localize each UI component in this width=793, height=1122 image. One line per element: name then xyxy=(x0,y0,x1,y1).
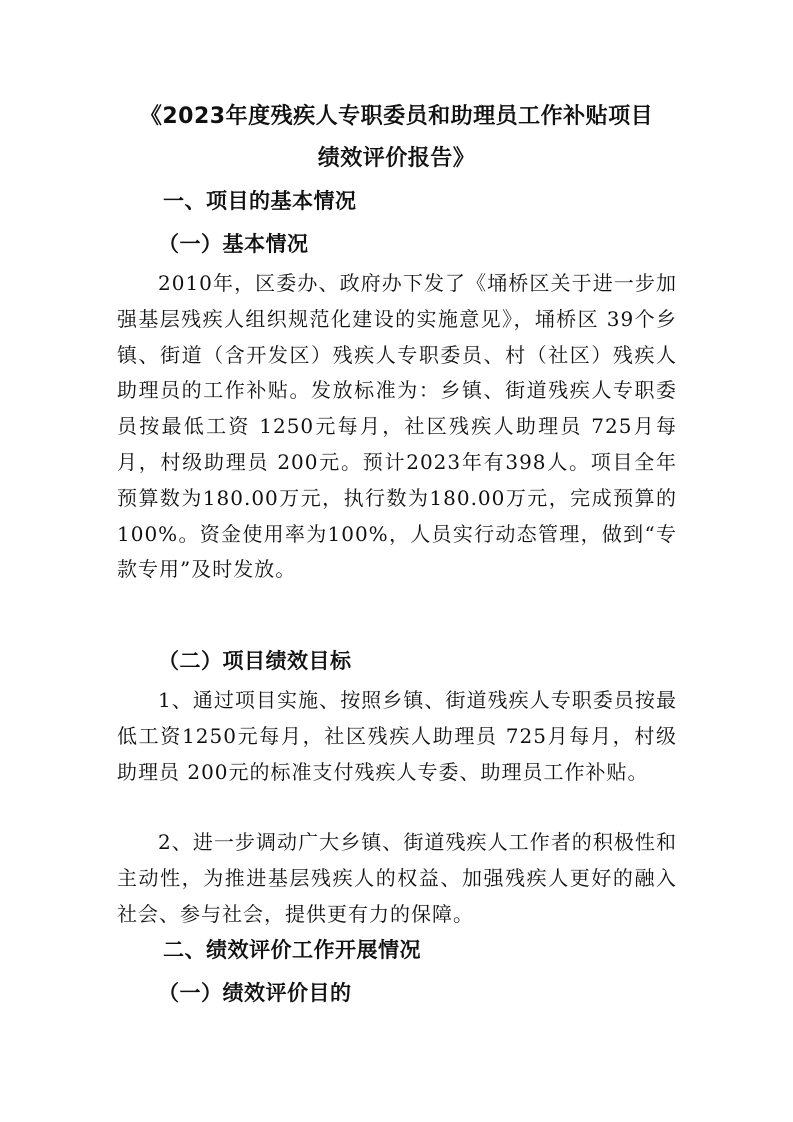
section-1-2-paragraph-2: 2、进一步调动广大乡镇、街道残疾人工作者的积极性和主动性，为推进基层残疾人的权益、加强残疾人更好的融入社会、参与社会，提供更有力的保障。 xyxy=(117,830,677,926)
section-1-1-paragraph: 2010年，区委办、政府办下发了《埇桥区关于进一步加强基层残疾人组织规范化建设的实施意见》，埇桥区 39个乡镇、街道（含开发区）残疾人专职委员、村（社区）残疾人助理员的工作补贴。发放标准为：乡镇、街道残疾人专职委员按最低工资 1250元每月，社区残疾人助理员 725月每月，村级助理员 200元。预计2023年有398人。项目全年预算数为180.00万元，执行数为180.00万元，完成预算的100%。资金使用率为100%，人员实行动态管理，做到“专款专用”及时发放。 xyxy=(117,271,677,582)
section-1-2-heading: （二）项目绩效目标 xyxy=(158,649,352,673)
section-1-1-heading: （一）基本情况 xyxy=(158,232,309,256)
section-1-heading: 一、项目的基本情况 xyxy=(163,189,357,213)
document-title-line-2: 绩效评价报告》 xyxy=(317,146,476,171)
section-1-2-paragraph-1: 1、通过项目实施、按照乡镇、街道残疾人专职委员按最低工资1250元每月，社区残疾人助理员 725月每月，村级助理员 200元的标准支付残疾人专委、助理员工作补贴。 xyxy=(117,688,677,784)
section-2-1-heading: （一）绩效评价目的 xyxy=(158,981,352,1005)
document-title-line-1: 《2023年度残疾人专职委员和助理员工作补贴项目 xyxy=(139,104,654,129)
section-2-heading: 二、绩效评价工作开展情况 xyxy=(163,938,421,962)
